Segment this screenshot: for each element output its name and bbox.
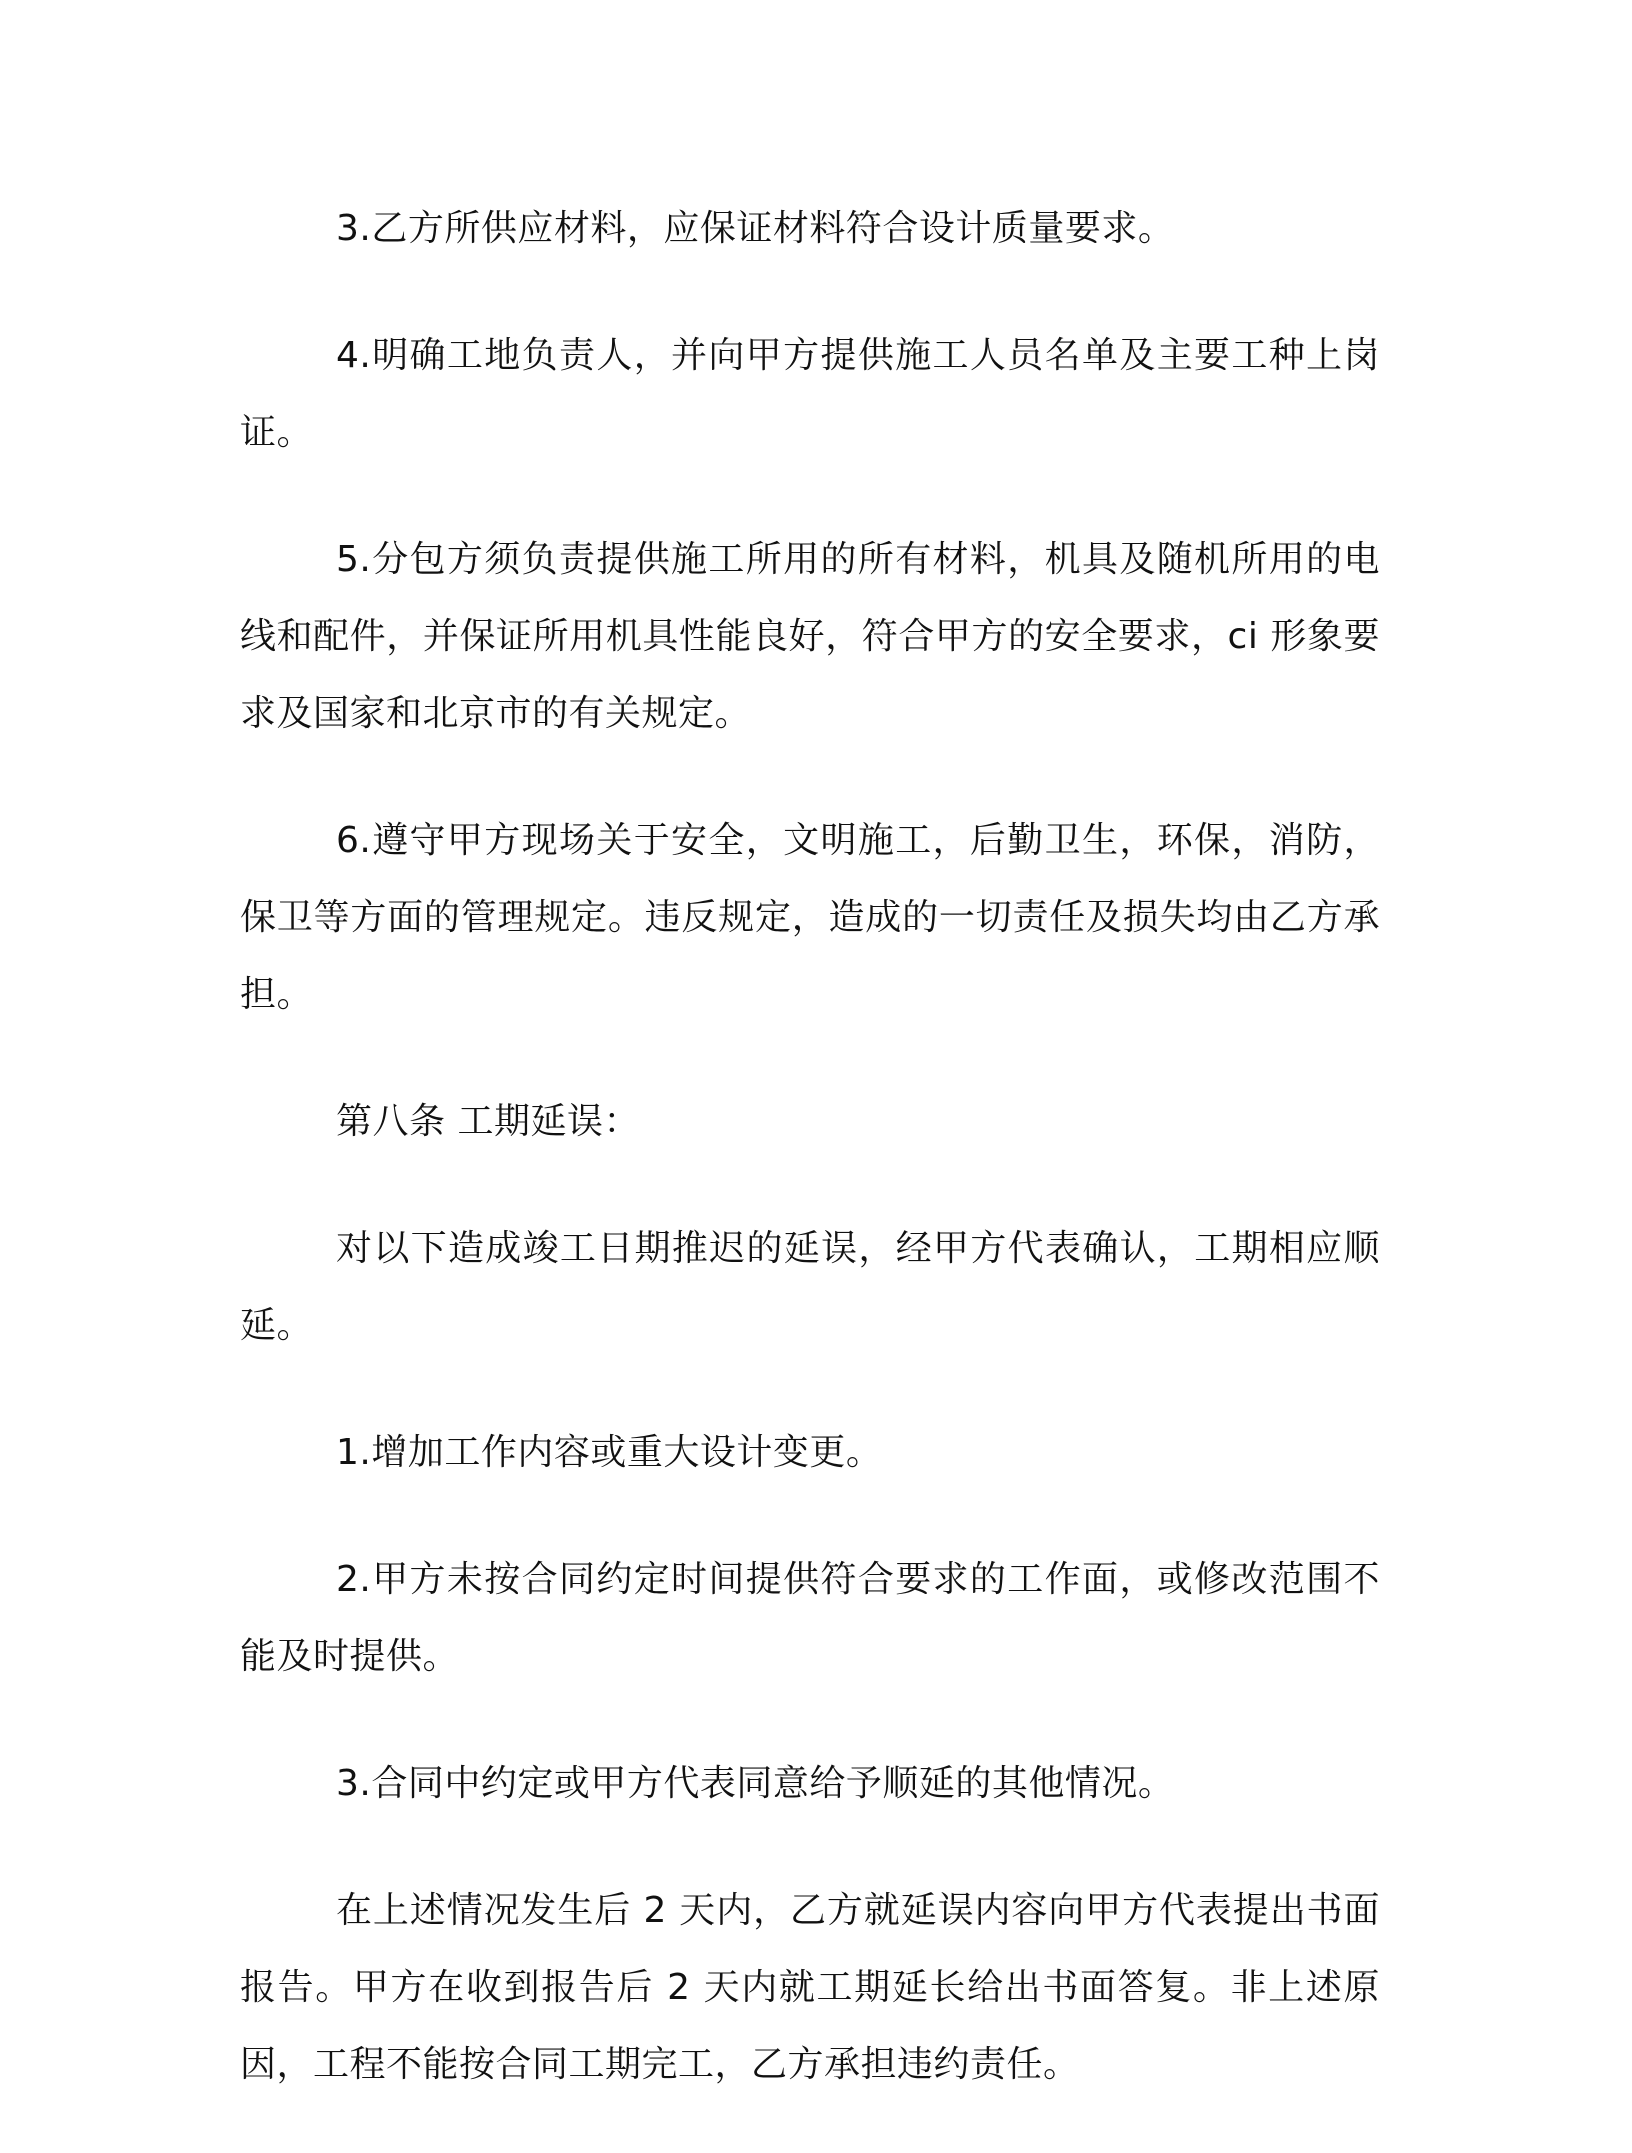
paragraph-delay-item-2: 2.甲方未按合同约定时间提供符合要求的工作面，或修改范围不能及时提供。 bbox=[240, 1559, 1380, 1677]
paragraph-delay-item-3: 3.合同中约定或甲方代表同意给予顺延的其他情况。 bbox=[336, 1763, 1175, 1804]
paragraph-item-4-site-manager: 4.明确工地负责人，并向甲方提供施工人员名单及主要工种上岗证。 bbox=[240, 335, 1380, 453]
paragraph-delay-report: 在上述情况发生后 2 天内，乙方就延误内容向甲方代表提出书面报告。甲方在收到报告后 2 天内就工期延长给出书面答复。非上述原因，工程不能按合同工期完工，乙方承担违约责任。 bbox=[240, 1890, 1380, 2085]
section-heading-article-8: 第八条 工期延误： bbox=[336, 1101, 640, 1142]
paragraph-item-5-equipment: 5.分包方须负责提供施工所用的所有材料，机具及随机所用的电线和配件，并保证所用机具性能良好，符合甲方的安全要求，ci 形象要求及国家和北京市的有关规定。 bbox=[240, 539, 1380, 734]
paragraph-item-3-materials: 3.乙方所供应材料，应保证材料符合设计质量要求。 bbox=[336, 208, 1175, 249]
paragraph-delay-item-1: 1.增加工作内容或重大设计变更。 bbox=[336, 1432, 883, 1473]
paragraph-delay-intro: 对以下造成竣工日期推迟的延误，经甲方代表确认，工期相应顺延。 bbox=[240, 1228, 1380, 1346]
document-page bbox=[240, 190, 1380, 2153]
paragraph-item-6-site-rules: 6.遵守甲方现场关于安全，文明施工，后勤卫生，环保，消防，保卫等方面的管理规定。违反规定，造成的一切责任及损失均由乙方承担。 bbox=[240, 820, 1380, 1015]
